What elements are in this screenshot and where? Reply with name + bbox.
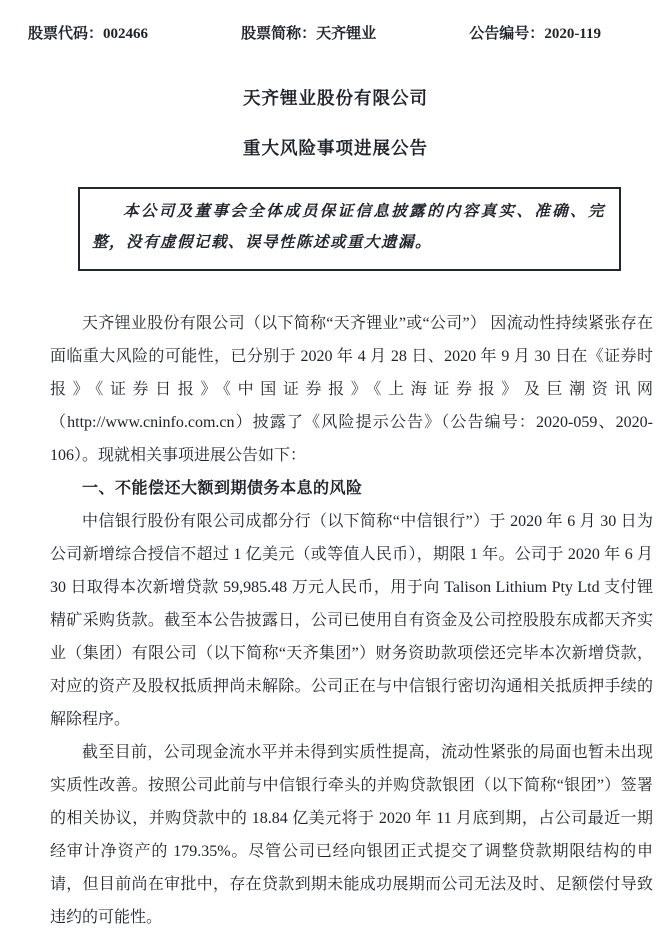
stock-code-value: 002466 — [103, 26, 149, 42]
section-1-heading: 一、不能偿还大额到期债务本息的风险 — [82, 480, 363, 497]
disclaimer-text: 本公司及董事会全体成员保证信息披露的内容真实、准确、完整，没有虚假记载、误导性陈述或重大遗漏。 — [92, 203, 605, 251]
disclaimer-box — [78, 187, 621, 271]
stock-short-name — [241, 22, 376, 43]
stock-code-label: 股票代码： — [28, 26, 104, 42]
intro-paragraph: 天齐锂业股份有限公司（以下简称“天齐锂业”或“公司”） 因流动性持续紧张存在面临重大风险的可能性，已分别于 2020 年 4 月 28 日、2020 年 9 月 30 日在《证券时报》《证券日报》《中国证券报》《上海证券报》及巨潮资讯网（http://www.cninfo.com.cn）披露了《风险提示公告》（公告编号：2020-059、2020-106）。现就相关事项进展公告如下： — [50, 315, 653, 464]
announcement-title: 重大风险事项进展公告 — [243, 138, 428, 158]
section-1-paragraph-1: 中信银行股份有限公司成都分行（以下简称“中信银行”）于 2020 年 6 月 30 日为公司新增综合授信不超过 1 亿美元（或等值人民币），期限 1 年。公司于 2020 年 6 月 30 日取得本次新增贷款 59,985.48 万元人民币，用于向 Talison Lithium Pty Ltd 支付锂精矿采购货款。截至本公告披露日，公司已使用自有资金及公司控股股东成都天齐实业（集团）有限公司（以下简称“天齐集团”）财务资助款项偿还完毕本次新增贷款，对应的资产及股权抵质押尚未解除。公司正在与中信银行密切沟通相关抵质押手续的解除程序。 — [50, 513, 653, 728]
announcement-document — [0, 22, 671, 926]
announcement-number-label: 公告编号： — [469, 26, 545, 42]
announcement-number — [469, 22, 601, 43]
stock-short-name-label: 股票简称： — [241, 26, 317, 42]
stock-short-name-value: 天齐锂业 — [316, 26, 377, 42]
document-body — [50, 307, 653, 934]
section-1-paragraph-2: 截至目前，公司现金流水平并未得到实质性提高，流动性紧张的局面也暂未出现实质性改善。按照公司此前与中信银行牵头的并购贷款银团（以下简称“银团”）签署的相关协议，并购贷款中的 18.84 亿美元将于 2020 年 11 月底到期，占公司最近一期经审计净资产的 179.35%。尽管公司已经向银团正式提交了调整贷款期限结构的申请，但目前尚在审批中，存在贷款到期未能成功展期而公司无法及时、足额偿付导致违约的可能性。 — [50, 744, 653, 926]
stock-code — [28, 22, 148, 43]
announcement-number-value: 2020-119 — [544, 26, 601, 42]
company-title: 天齐锂业股份有限公司 — [243, 88, 428, 108]
document-header — [28, 22, 601, 43]
